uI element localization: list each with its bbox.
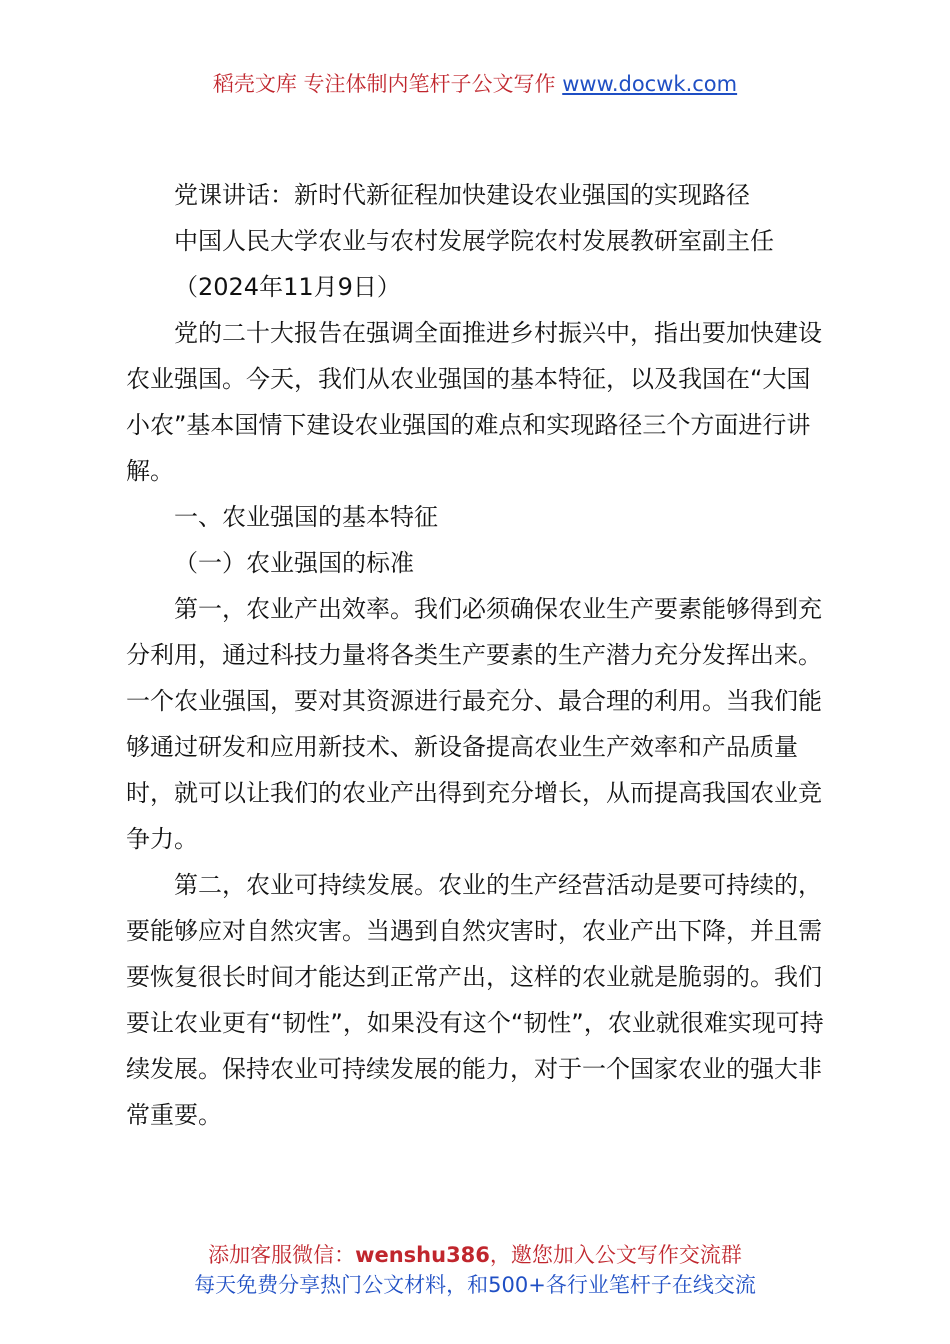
subsection-heading: （一）农业强国的标准	[174, 549, 414, 577]
paragraph-sustainability: 第二，农业可持续发展。农业的生产经营活动是要可持续的，要能够应对自然灾害。当遇到自然灾害时，农业产出下降，并且需要恢复很长时间才能达到正常产出，这样的农业就是脆弱的。我们要让农业更有“韧性”，如果没有这个“韧性”，农业就很难实现可持续发展。保持农业可持续发展的能力，对于一个国家农业的强大非常重要。	[126, 871, 824, 1129]
header-url-link[interactable]: www.docwk.com	[562, 72, 738, 96]
paragraph-efficiency: 第一，农业产出效率。我们必须确保农业生产要素能够得到充分利用，通过科技力量将各类生产要素的生产潜力充分发挥出来。一个农业强国，要对其资源进行最充分、最合理的利用。当我们能够通过研发和应用新技术、新设备提高农业生产效率和产品质量时，就可以让我们的农业产出得到充分增长，从而提高我国农业竞争力。	[126, 595, 822, 853]
footer-wechat-id: wenshu386	[355, 1243, 490, 1267]
watermark-header	[0, 68, 950, 100]
document-body	[126, 172, 826, 1138]
header-brand: 稻壳文库 专注体制内笔杆子公文写作	[212, 72, 563, 96]
footer-contact-prefix: 添加客服微信：	[208, 1243, 356, 1267]
document-author: 中国人民大学农业与农村发展学院农村发展教研室副主任	[174, 227, 774, 255]
section-heading: 一、农业强国的基本特征	[174, 503, 438, 531]
watermark-footer	[0, 1240, 950, 1300]
intro-paragraph: 党的二十大报告在强调全面推进乡村振兴中，指出要加快建设农业强国。今天，我们从农业强国的基本特征，以及我国在“大国小农”基本国情下建设农业强国的难点和实现路径三个方面进行讲解。	[126, 319, 822, 485]
footer-contact-line	[0, 1240, 950, 1270]
document-date: （2024年11月9日）	[174, 273, 401, 301]
footer-share-line: 每天免费分享热门公文材料，和500+各行业笔杆子在线交流	[194, 1273, 756, 1297]
footer-contact-suffix: ，邀您加入公文写作交流群	[489, 1243, 742, 1267]
document-title: 党课讲话：新时代新征程加快建设农业强国的实现路径	[174, 181, 750, 209]
